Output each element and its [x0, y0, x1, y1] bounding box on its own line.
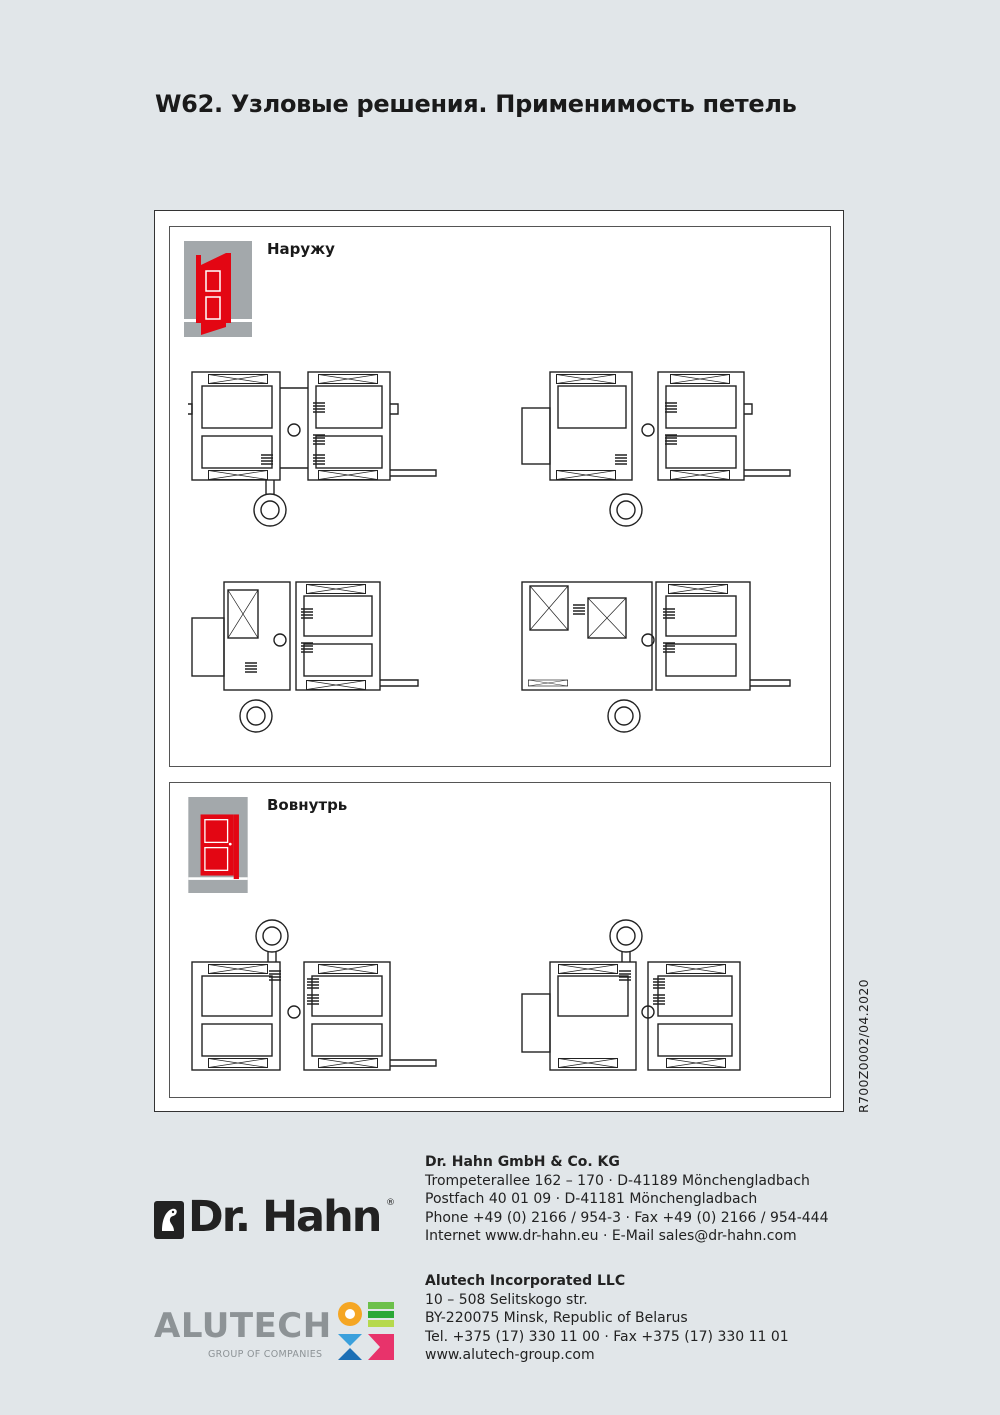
contact-line: Phone +49 (0) 2166 / 954-3 · Fax +49 (0) 2166 / 954-444	[425, 1209, 829, 1226]
registered-mark: ®	[386, 1198, 395, 1208]
hinge-section-outward-4	[518, 578, 794, 738]
company-name: Alutech Incorporated LLC	[425, 1273, 626, 1289]
alutech-wordmark: ALUTECH	[154, 1306, 332, 1346]
document-code: R700Z0002/04.2020	[856, 979, 871, 1113]
web-line[interactable]: www.alutech-group.com	[425, 1347, 595, 1364]
contact-line: Tel. +375 (17) 330 11 00 · Fax +375 (17) 330 11 01	[425, 1328, 789, 1345]
alutech-subtitle: GROUP OF COMPANIES	[208, 1349, 323, 1360]
page-title: W62. Узловые решения. Применимость петель	[155, 90, 797, 118]
inward-door-icon	[184, 797, 252, 893]
outward-door-icon	[184, 241, 252, 337]
address-line: Postfach 40 01 09 · D-41181 Mönchengladbach	[425, 1191, 758, 1208]
company-address-alutech	[425, 1272, 789, 1365]
hinge-section-inward-1	[188, 916, 443, 1076]
section-label-outward: Наружу	[267, 240, 335, 258]
hinge-section-outward-3	[188, 578, 424, 738]
company-name: Dr. Hahn GmbH & Co. KG	[425, 1154, 620, 1170]
company-address-hahn	[425, 1153, 828, 1246]
rooster-icon	[154, 1201, 184, 1239]
address-line: Trompeterallee 162 – 170 · D-41189 Mönchengladbach	[425, 1172, 810, 1189]
web-line[interactable]: Internet www.dr-hahn.eu · E-Mail sales@dr-hahn.com	[425, 1228, 797, 1245]
hinge-section-outward-1	[188, 368, 443, 528]
address-line: BY-220075 Minsk, Republic of Belarus	[425, 1310, 688, 1327]
section-label-inward: Вовнутрь	[267, 796, 348, 814]
alutech-logo	[154, 1300, 399, 1366]
dr-hahn-logo	[154, 1192, 399, 1246]
alutech-mark-icon	[336, 1300, 396, 1362]
hinge-section-inward-2	[518, 916, 758, 1076]
hinge-section-outward-2	[518, 368, 793, 528]
dr-hahn-wordmark: Dr. Hahn	[188, 1192, 381, 1242]
address-line: 10 – 508 Selitskogo str.	[425, 1291, 588, 1308]
